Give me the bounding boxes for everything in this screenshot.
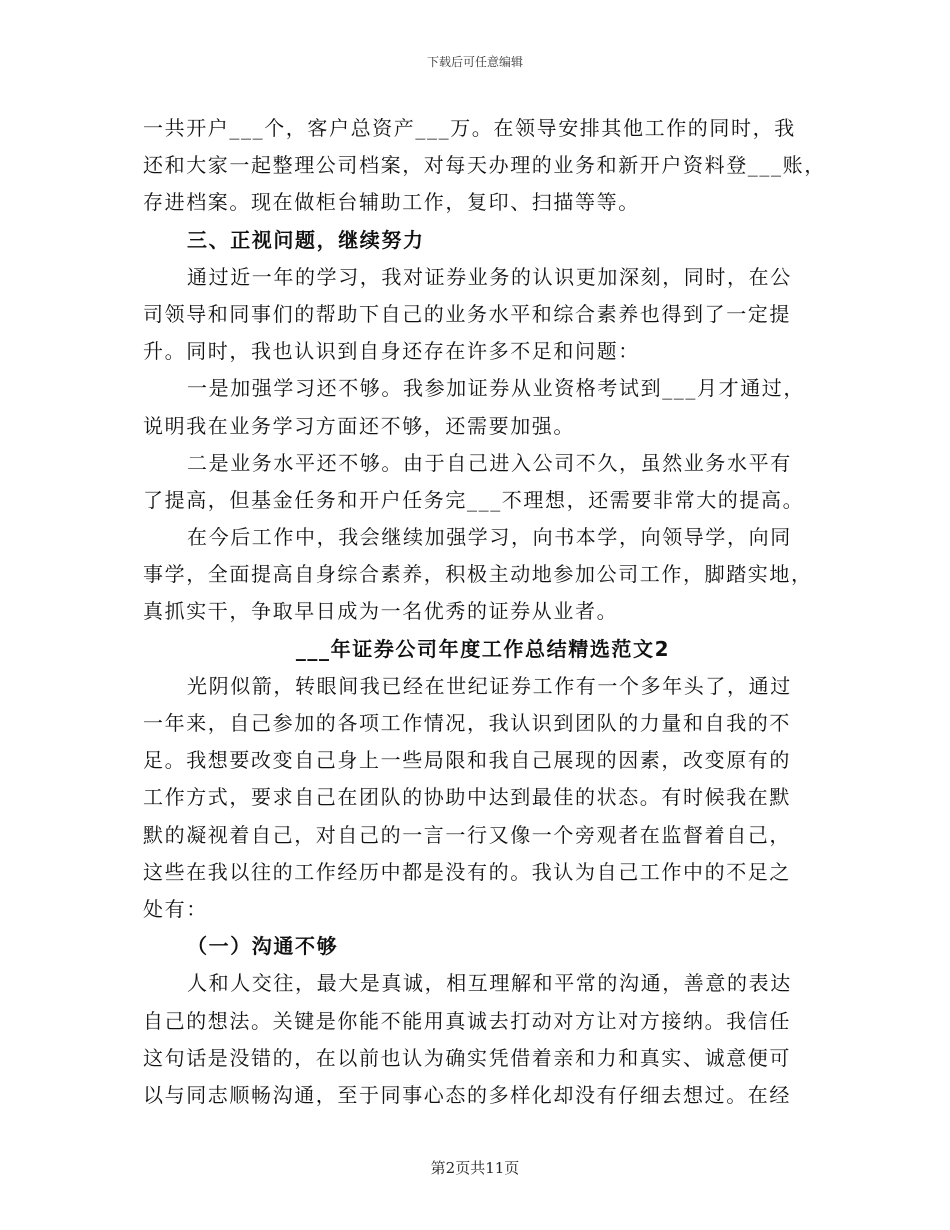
body-line: 说明我在业务学习方面还不够，还需要加强。 (143, 413, 575, 438)
section-heading: 三、正视问题，继续努力 (187, 227, 425, 252)
body-line: 默的凝视着自己，对自己的一言一行又像一个旁观者在监督着自己， (143, 822, 791, 847)
body-line: 存进档案。现在做柜台辅助工作，复印、扫描等等。 (143, 190, 640, 215)
paragraph-start-line: 一是加强学习还不够。我参加证券从业资格考试到___月才通过， (187, 376, 805, 401)
body-line: 自己的想法。关键是你能不能用真诚去打动对方让对方接纳。我信任 (143, 1008, 791, 1033)
paragraph-start-line: 人和人交往，最大是真诚，相互理解和平常的沟通，善意的表达 (187, 971, 792, 996)
paragraph-start-line: 通过近一年的学习，我对证券业务的认识更加深刻，同时，在公 (187, 264, 792, 289)
document-body (143, 110, 826, 1114)
body-line: 这句话是没错的，在以前也认为确实凭借着亲和力和真实、诚意便可 (143, 1045, 791, 1070)
page-footer: 第2页共11页 (430, 1159, 520, 1177)
body-line: 工作方式，要求自己在团队的协助中达到最佳的状态。有时候我在默 (143, 785, 791, 810)
body-line: 了提高，但基金任务和开户任务完___不理想，还需要非常大的提高。 (143, 487, 805, 512)
page-header: 下载后可任意编辑 (426, 55, 523, 69)
body-line: 足。我想要改变自己身上一些局限和我自己展现的因素，改变原有的 (143, 748, 791, 773)
body-line: 一共开户___个，客户总资产___万。在领导安排其他工作的同时，我 (143, 116, 796, 140)
section-heading: （一）沟通不够 (187, 934, 339, 959)
body-line: 司领导和同事们的帮助下自己的业务水平和综合素养也得到了一定提 (143, 301, 791, 326)
body-line: 真抓实干，争取早日成为一名优秀的证券从业者。 (143, 599, 619, 624)
body-line: 升。同时，我也认识到自身还存在许多不足和问题： (143, 339, 640, 364)
body-line: 事学，全面提高自身综合素养，积极主动地参加公司工作，脚踏实地， (143, 562, 813, 587)
body-line: 一年来，自己参加的各项工作情况，我认识到团队的力量和自我的不 (143, 711, 791, 735)
body-line: 还和大家一起整理公司档案，对每天办理的业务和新开户资料登___账， (143, 153, 826, 178)
paragraph-start-line: 二是业务水平还不够。由于自己进入公司不久，虽然业务水平有 (187, 450, 792, 475)
body-line: 这些在我以往的工作经历中都是没有的。我认为自己工作中的不足之 (143, 859, 791, 884)
paragraph-start-line: 在今后工作中，我会继续加强学习，向书本学，向领导学，向同 (187, 525, 792, 550)
body-line: 处有： (143, 896, 208, 921)
article-title: ___年证券公司年度工作总结精选范文2 (295, 636, 671, 661)
paragraph-start-line: 光阴似箭，转眼间我已经在世纪证券工作有一个多年头了，通过 (187, 673, 792, 698)
body-line: 以与同志顺畅沟通，至于同事心态的多样化却没有仔细去想过。在经 (143, 1082, 791, 1107)
